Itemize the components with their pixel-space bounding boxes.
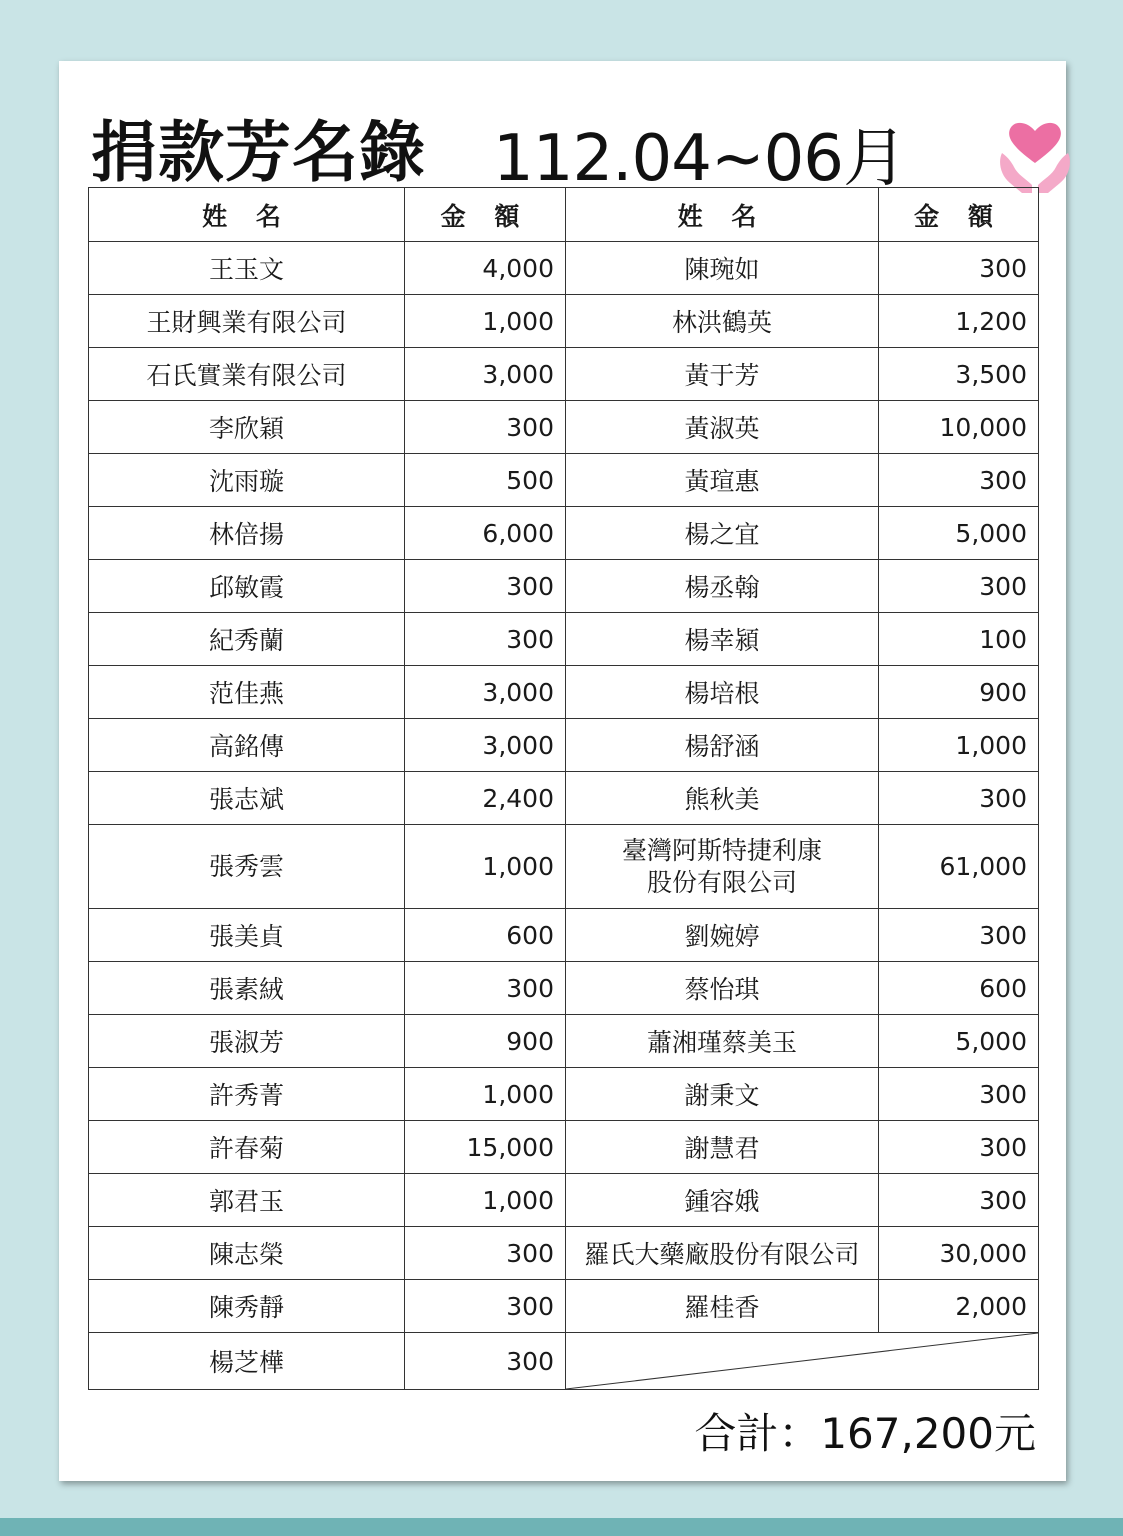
donor-amount: 500 xyxy=(405,454,566,507)
total-label: 合計：167,200元 xyxy=(694,1409,1036,1458)
donor-amount: 300 xyxy=(879,242,1039,295)
table-row xyxy=(89,1227,1039,1280)
donor-name: 郭君玉 xyxy=(89,1174,405,1227)
donor-name: 許春菊 xyxy=(89,1121,405,1174)
donor-amount: 15,000 xyxy=(405,1121,566,1174)
donor-name: 高銘傳 xyxy=(89,719,405,772)
donor-name: 張美貞 xyxy=(89,909,405,962)
donor-name: 蕭湘瑾蔡美玉 xyxy=(566,1015,879,1068)
donor-amount: 30,000 xyxy=(879,1227,1039,1280)
table-row xyxy=(89,613,1039,666)
table-row xyxy=(89,962,1039,1015)
table-row xyxy=(89,666,1039,719)
header-name-right: 姓 名 xyxy=(566,188,879,242)
donor-name: 林洪鶴英 xyxy=(566,295,879,348)
donor-name: 紀秀蘭 xyxy=(89,613,405,666)
donor-name: 羅氏大藥廠股份有限公司 xyxy=(566,1227,879,1280)
header-amount-left: 金 額 xyxy=(405,188,566,242)
donor-amount: 1,000 xyxy=(405,295,566,348)
title-row xyxy=(91,91,1041,196)
header-amount-right: 金 額 xyxy=(879,188,1039,242)
donor-name: 熊秋美 xyxy=(566,772,879,825)
donor-name: 邱敏霞 xyxy=(89,560,405,613)
donor-amount: 300 xyxy=(879,1068,1039,1121)
table-row xyxy=(89,401,1039,454)
donor-name: 羅桂香 xyxy=(566,1280,879,1333)
donor-amount: 600 xyxy=(405,909,566,962)
donor-amount: 10,000 xyxy=(879,401,1039,454)
donor-name: 王財興業有限公司 xyxy=(89,295,405,348)
donor-amount: 600 xyxy=(879,962,1039,1015)
donor-name: 黃瑄惠 xyxy=(566,454,879,507)
donor-amount: 300 xyxy=(405,962,566,1015)
table-row xyxy=(89,1068,1039,1121)
donor-name: 黃于芳 xyxy=(566,348,879,401)
donor-amount: 300 xyxy=(879,909,1039,962)
donor-name: 楊丞翰 xyxy=(566,560,879,613)
donor-name: 張秀雲 xyxy=(89,825,405,909)
table-row xyxy=(89,719,1039,772)
donor-name: 黃淑英 xyxy=(566,401,879,454)
donor-name: 謝秉文 xyxy=(566,1068,879,1121)
bottom-strip xyxy=(0,1518,1123,1536)
donor-name: 林倍揚 xyxy=(89,507,405,560)
header-name-left: 姓 名 xyxy=(89,188,405,242)
donation-table xyxy=(88,187,1039,1390)
donor-amount: 900 xyxy=(879,666,1039,719)
page-title: 捐款芳名錄 xyxy=(91,114,426,191)
table-row xyxy=(89,1015,1039,1068)
donor-name: 楊幸潁 xyxy=(566,613,879,666)
donor-amount: 300 xyxy=(879,1121,1039,1174)
donor-name: 陳琬如 xyxy=(566,242,879,295)
table-row xyxy=(89,1280,1039,1333)
donor-name: 張素絨 xyxy=(89,962,405,1015)
donor-name: 許秀菁 xyxy=(89,1068,405,1121)
donor-amount: 300 xyxy=(879,454,1039,507)
donor-amount: 3,000 xyxy=(405,348,566,401)
table-row xyxy=(89,1174,1039,1227)
donor-amount: 300 xyxy=(405,1333,566,1390)
donor-amount: 300 xyxy=(879,772,1039,825)
donor-rows xyxy=(89,242,1039,1390)
donor-name: 王玉文 xyxy=(89,242,405,295)
table-row xyxy=(89,507,1039,560)
donor-amount: 61,000 xyxy=(879,825,1039,909)
donor-amount: 900 xyxy=(405,1015,566,1068)
donor-amount: 1,000 xyxy=(405,825,566,909)
diagonal-strike xyxy=(566,1333,1038,1389)
donor-name: 楊之宜 xyxy=(566,507,879,560)
donor-amount: 300 xyxy=(405,1280,566,1333)
donor-amount: 5,000 xyxy=(879,507,1039,560)
table-row xyxy=(89,454,1039,507)
donor-amount: 2,000 xyxy=(879,1280,1039,1333)
donor-name: 楊芝樺 xyxy=(89,1333,405,1390)
donor-name: 鍾容娥 xyxy=(566,1174,879,1227)
donor-amount: 1,000 xyxy=(405,1068,566,1121)
donor-name: 楊培根 xyxy=(566,666,879,719)
donor-name: 蔡怡琪 xyxy=(566,962,879,1015)
donor-amount: 1,000 xyxy=(405,1174,566,1227)
donor-name: 劉婉婷 xyxy=(566,909,879,962)
donor-amount: 3,000 xyxy=(405,719,566,772)
donor-name: 謝慧君 xyxy=(566,1121,879,1174)
table-row xyxy=(89,560,1039,613)
table-row xyxy=(89,242,1039,295)
donor-name: 楊舒涵 xyxy=(566,719,879,772)
donor-amount: 300 xyxy=(405,1227,566,1280)
donor-amount: 300 xyxy=(879,1174,1039,1227)
donor-amount: 6,000 xyxy=(405,507,566,560)
donor-amount: 4,000 xyxy=(405,242,566,295)
table-row xyxy=(89,295,1039,348)
donor-amount: 1,200 xyxy=(879,295,1039,348)
period-label: 112.04~06月 xyxy=(493,122,906,196)
donor-amount: 2,400 xyxy=(405,772,566,825)
donor-amount: 100 xyxy=(879,613,1039,666)
donor-amount: 300 xyxy=(879,560,1039,613)
header-row xyxy=(89,188,1039,242)
table-row xyxy=(89,1333,1039,1390)
table-row xyxy=(89,825,1039,909)
donor-name: 臺灣阿斯特捷利康 股份有限公司 xyxy=(566,825,879,909)
donor-amount: 300 xyxy=(405,401,566,454)
donor-amount: 5,000 xyxy=(879,1015,1039,1068)
table-row xyxy=(89,348,1039,401)
table-row xyxy=(89,909,1039,962)
donor-amount: 1,000 xyxy=(879,719,1039,772)
empty-diagonal-cell xyxy=(566,1333,1039,1390)
donor-amount: 300 xyxy=(405,613,566,666)
donor-name: 石氏實業有限公司 xyxy=(89,348,405,401)
donor-amount: 300 xyxy=(405,560,566,613)
donor-name: 沈雨璇 xyxy=(89,454,405,507)
donor-name: 陳志榮 xyxy=(89,1227,405,1280)
donor-name: 李欣穎 xyxy=(89,401,405,454)
donor-name: 范佳燕 xyxy=(89,666,405,719)
table-row xyxy=(89,772,1039,825)
donor-amount: 3,500 xyxy=(879,348,1039,401)
donation-sheet xyxy=(59,61,1066,1481)
table-row xyxy=(89,1121,1039,1174)
donor-name: 張志斌 xyxy=(89,772,405,825)
donor-amount: 3,000 xyxy=(405,666,566,719)
donor-name: 張淑芳 xyxy=(89,1015,405,1068)
donor-name: 陳秀靜 xyxy=(89,1280,405,1333)
